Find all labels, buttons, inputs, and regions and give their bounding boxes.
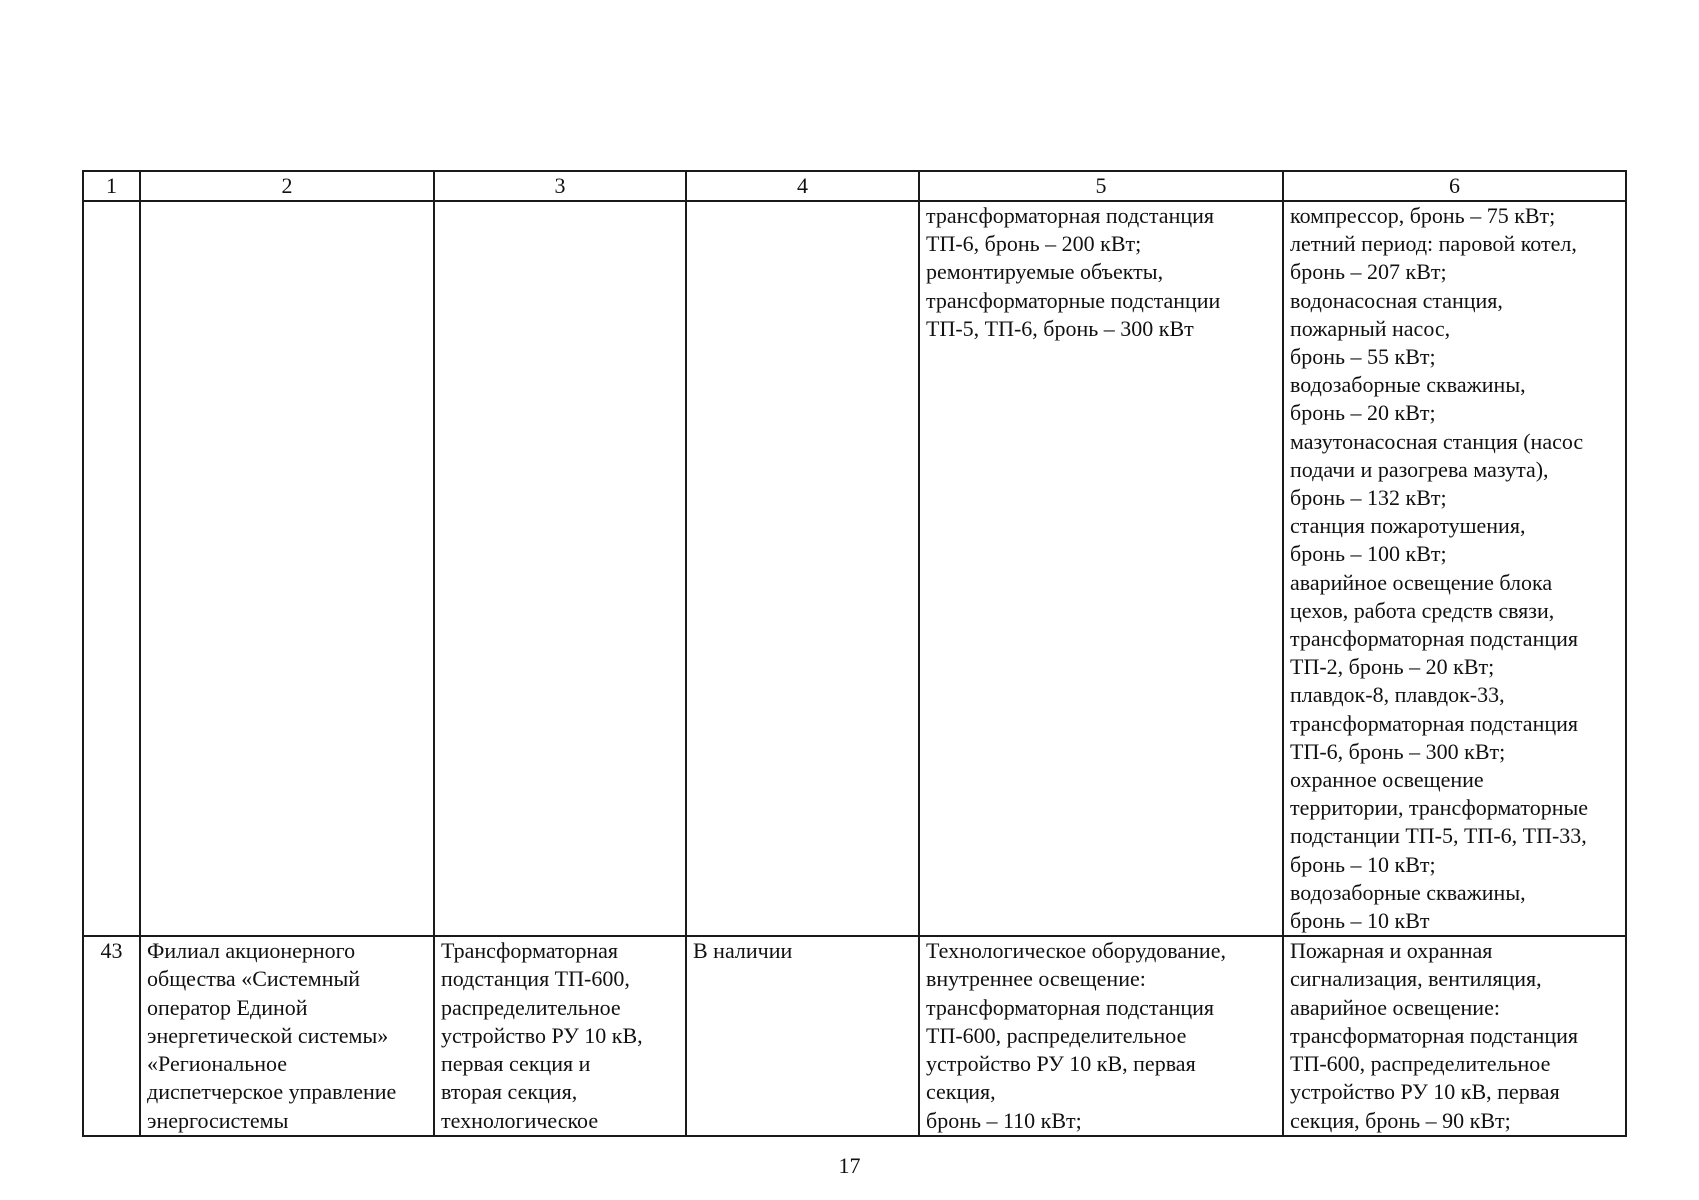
row-43-number: 43 — [83, 936, 140, 1135]
document-table — [82, 170, 1627, 1137]
header-cell-2: 2 — [140, 171, 434, 201]
header-cell-1: 1 — [83, 171, 140, 201]
table-row — [83, 201, 1626, 936]
page-number: 17 — [838, 1153, 861, 1178]
row-continued-col6: компрессор, бронь – 75 кВт; летний период: паровой котел, бронь – 207 кВт; водонасосная станция, пожарный насос, бронь – 55 кВт; водозаборные скважины, бронь – 20 кВт; мазутонасосная станция (насос подачи и разогрева мазута), бронь – 132 кВт; станция пожаротушения, бронь – 100 кВт; аварийное освещение блока цехов, работа средств связи, трансформаторная подстанция ТП-2, бронь – 20 кВт; плавдок-8, плавдок-33, трансформаторная подстанция ТП-6, бронь – 300 кВт; охранное освещение территории, трансформаторные подстанции ТП-5, ТП-6, ТП-33, бронь – 10 кВт; водозаборные скважины, бронь – 10 кВт — [1283, 201, 1626, 936]
header-cell-4: 4 — [686, 171, 919, 201]
row-continued-col3 — [434, 201, 686, 936]
header-cell-6: 6 — [1283, 171, 1626, 201]
row-43-col3: Трансформаторная подстанция ТП-600, распределительное устройство РУ 10 кВ, первая секция и вторая секция, технологическое — [434, 936, 686, 1135]
row-43-col6: Пожарная и охранная сигнализация, вентиляция, аварийное освещение: трансформаторная подстанция ТП-600, распределительное устройство РУ 10 кВ, первая секция, бронь – 90 кВт; — [1283, 936, 1626, 1135]
row-continued-col5: трансформаторная подстанция ТП-6, бронь – 200 кВт; ремонтируемые объекты, трансформаторные подстанции ТП-5, ТП-6, бронь – 300 кВт — [919, 201, 1283, 936]
header-cell-3: 3 — [434, 171, 686, 201]
table-header-row — [83, 171, 1626, 201]
row-continued-col1 — [83, 201, 140, 936]
header-cell-5: 5 — [919, 171, 1283, 201]
row-43-col4: В наличии — [686, 936, 919, 1135]
row-continued-col4 — [686, 201, 919, 936]
row-continued-col2 — [140, 201, 434, 936]
row-43-col5: Технологическое оборудование, внутреннее освещение: трансформаторная подстанция ТП-600, распределительное устройство РУ 10 кВ, первая секция, бронь – 110 кВт; — [919, 936, 1283, 1135]
table-row — [83, 936, 1626, 1135]
row-43-col2: Филиал акционерного общества «Системный оператор Единой энергетической системы» «Региональное диспетчерское управление энергосистемы — [140, 936, 434, 1135]
